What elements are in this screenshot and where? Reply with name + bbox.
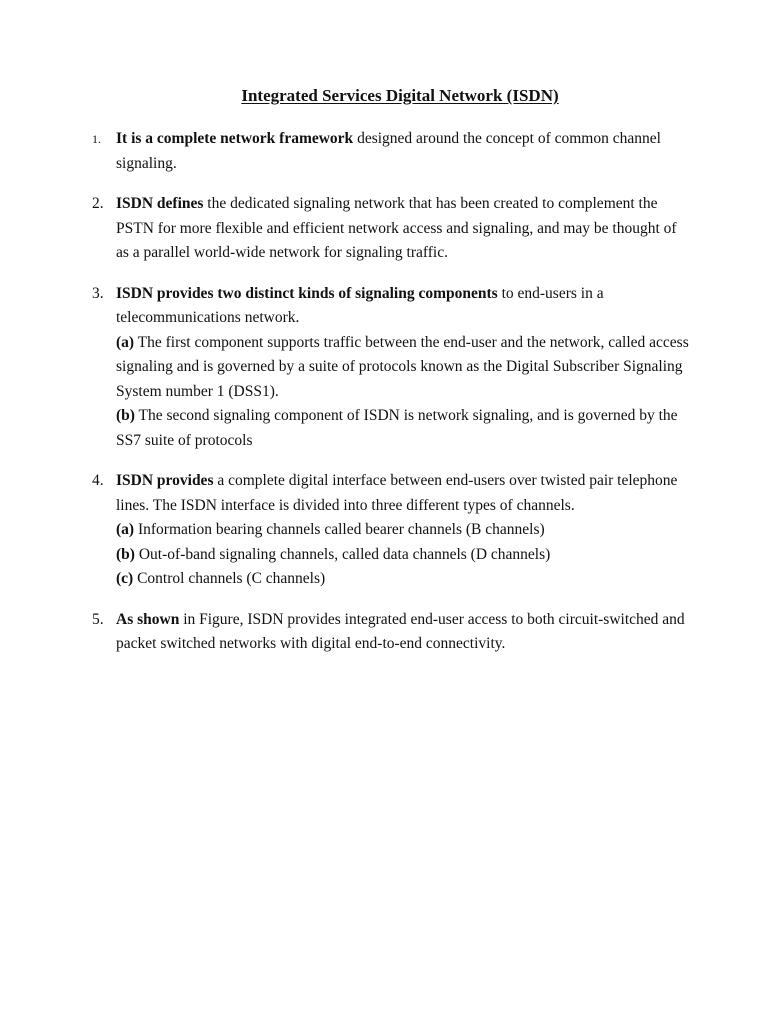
sub-item xyxy=(116,331,692,405)
item-bold-lead: ISDN defines xyxy=(116,195,204,212)
sub-item xyxy=(116,543,692,568)
item-bold-lead: As shown xyxy=(116,610,180,628)
sub-item xyxy=(116,567,692,592)
item-text xyxy=(116,130,661,172)
item-bold-lead: It is a complete network framework xyxy=(116,130,354,147)
item-text xyxy=(116,472,677,514)
sub-item-text: Control channels (C channels) xyxy=(133,570,326,587)
list-item xyxy=(92,469,692,592)
sub-item-label: (a) xyxy=(116,333,135,351)
sub-item-text: The first component supports traffic between the end-user and the network, called access signaling and is governed by a suite of protocols known as the Digital Subscriber Signaling System number 1 (DSS1). xyxy=(116,333,689,400)
item-bold-lead: ISDN provides two distinct kinds of signaling components xyxy=(116,284,498,302)
sub-item-label: (b) xyxy=(116,407,135,424)
item-body: a complete digital interface between end-users over twisted pair telephone lines. The ISDN interface is divided into three different types of channels. xyxy=(116,472,678,514)
item-number: 3. xyxy=(92,284,104,302)
item-body: the dedicated signaling network that has been created to complement the PSTN for more flexible and efficient network access and signaling, and may be thought of as a parallel world-wide network for signaling traffic. xyxy=(116,195,677,261)
item-number: 5. xyxy=(92,610,104,628)
list-item xyxy=(92,282,692,454)
item-body: designed around the concept of common channel signaling. xyxy=(116,130,661,172)
sub-item xyxy=(116,404,692,453)
item-number: 4. xyxy=(92,472,104,489)
item-text xyxy=(116,611,685,653)
item-bold-lead: ISDN provides xyxy=(116,472,214,489)
item-body: to end-users in a telecommunications network. xyxy=(116,284,604,326)
sub-item-text: Information bearing channels called bearer channels (B channels) xyxy=(134,521,545,538)
sub-item-text: The second signaling component of ISDN is network signaling, and is governed by the SS7 suite of protocols xyxy=(116,407,678,449)
sub-item-label: (c) xyxy=(116,570,134,587)
item-number: 2. xyxy=(92,195,104,212)
item-body: in Figure, ISDN provides integrated end-user access to both circuit-switched and packet switched networks with digital end-to-end connectivity. xyxy=(116,610,685,652)
document-title: Integrated Services Digital Network (ISDN) xyxy=(241,86,559,105)
list-item xyxy=(92,608,692,657)
sub-item-label: (a) xyxy=(116,521,135,538)
numbered-list xyxy=(92,127,692,657)
sub-item-text: Out-of-band signaling channels, called data channels (D channels) xyxy=(134,545,551,563)
sub-item-label: (b) xyxy=(116,545,135,563)
sub-item xyxy=(116,518,692,543)
item-number: 1. xyxy=(92,132,101,146)
list-item xyxy=(92,127,692,176)
item-text xyxy=(116,195,677,261)
item-text xyxy=(116,285,604,327)
list-item xyxy=(92,192,692,266)
